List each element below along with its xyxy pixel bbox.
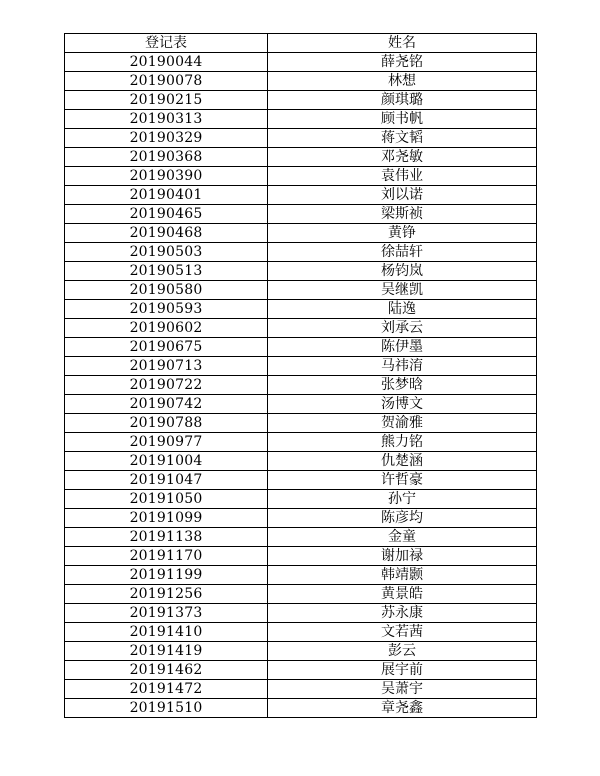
table-row [65,471,537,490]
table-row [65,528,537,547]
registration-number-cell: 20190401 [65,186,268,205]
name-cell: 贺渝雅 [268,414,537,433]
registration-number-cell: 20190503 [65,243,268,262]
name-cell: 马祎淯 [268,357,537,376]
table-row [65,243,537,262]
registration-number-cell: 20191472 [65,680,268,699]
name-cell: 熊力铭 [268,433,537,452]
registration-number-cell: 20190593 [65,300,268,319]
name-cell: 金童 [268,528,537,547]
table-row [65,433,537,452]
registration-number-cell: 20191004 [65,452,268,471]
registration-number-cell: 20191099 [65,509,268,528]
registration-number-cell: 20191419 [65,642,268,661]
table-header-row [65,34,537,53]
name-cell: 许哲豪 [268,471,537,490]
name-cell: 颜琪璐 [268,91,537,110]
table-row [65,186,537,205]
table-row [65,319,537,338]
registration-number-cell: 20191138 [65,528,268,547]
table-row [65,91,537,110]
table-row [65,452,537,471]
registration-number-cell: 20190044 [65,53,268,72]
name-cell: 文若茜 [268,623,537,642]
name-cell: 汤博文 [268,395,537,414]
registration-number-cell: 20191199 [65,566,268,585]
name-cell: 陆逸 [268,300,537,319]
registration-number-cell: 20190977 [65,433,268,452]
table-row [65,680,537,699]
name-cell: 袁伟业 [268,167,537,186]
registration-table [64,33,537,718]
table-row [65,547,537,566]
header-name: 姓名 [268,34,537,53]
name-cell: 陈伊墨 [268,338,537,357]
name-cell: 孙宁 [268,490,537,509]
table-row [65,72,537,91]
table-row [65,262,537,281]
name-cell: 展宇前 [268,661,537,680]
table-row [65,338,537,357]
name-cell: 徐喆轩 [268,243,537,262]
table-row [65,395,537,414]
name-cell: 张梦晗 [268,376,537,395]
table-row [65,110,537,129]
table-row [65,490,537,509]
name-cell: 吴继凯 [268,281,537,300]
registration-number-cell: 20190675 [65,338,268,357]
table-row [65,585,537,604]
table-row [65,699,537,718]
registration-number-cell: 20191170 [65,547,268,566]
registration-number-cell: 20190329 [65,129,268,148]
table-row [65,566,537,585]
name-cell: 杨钧岚 [268,262,537,281]
table-row [65,376,537,395]
registration-number-cell: 20191510 [65,699,268,718]
registration-number-cell: 20190602 [65,319,268,338]
registration-number-cell: 20190468 [65,224,268,243]
name-cell: 彭云 [268,642,537,661]
registration-number-cell: 20190465 [65,205,268,224]
name-cell: 谢加禄 [268,547,537,566]
table-row [65,53,537,72]
registration-number-cell: 20190390 [65,167,268,186]
table-row [65,509,537,528]
registration-number-cell: 20190368 [65,148,268,167]
table-body [65,53,537,718]
name-cell: 仇楚涵 [268,452,537,471]
name-cell: 梁斯祯 [268,205,537,224]
table-row [65,281,537,300]
name-cell: 黄景皓 [268,585,537,604]
registration-number-cell: 20191462 [65,661,268,680]
name-cell: 陈彦均 [268,509,537,528]
registration-number-cell: 20190078 [65,72,268,91]
registration-number-cell: 20191410 [65,623,268,642]
table-row [65,642,537,661]
registration-number-cell: 20190722 [65,376,268,395]
table-row [65,167,537,186]
name-cell: 林想 [268,72,537,91]
name-cell: 蒋文韬 [268,129,537,148]
name-cell: 薛尧铭 [268,53,537,72]
registration-number-cell: 20191047 [65,471,268,490]
registration-number-cell: 20190513 [65,262,268,281]
table-row [65,604,537,623]
name-cell: 韩靖颢 [268,566,537,585]
table-row [65,414,537,433]
table-row [65,148,537,167]
registration-number-cell: 20190713 [65,357,268,376]
registration-number-cell: 20190313 [65,110,268,129]
registration-number-cell: 20191256 [65,585,268,604]
table-row [65,661,537,680]
table-row [65,300,537,319]
registration-number-cell: 20190742 [65,395,268,414]
registration-number-cell: 20191373 [65,604,268,623]
registration-number-cell: 20191050 [65,490,268,509]
registration-number-cell: 20190580 [65,281,268,300]
name-cell: 黄铮 [268,224,537,243]
table-row [65,224,537,243]
header-registration: 登记表 [65,34,268,53]
registration-number-cell: 20190788 [65,414,268,433]
table-row [65,205,537,224]
name-cell: 邓尧敏 [268,148,537,167]
name-cell: 刘以诺 [268,186,537,205]
table-row [65,623,537,642]
registration-number-cell: 20190215 [65,91,268,110]
name-cell: 吴萧宇 [268,680,537,699]
name-cell: 顾书帆 [268,110,537,129]
name-cell: 章尧鑫 [268,699,537,718]
table-row [65,357,537,376]
table-row [65,129,537,148]
name-cell: 苏永康 [268,604,537,623]
name-cell: 刘承云 [268,319,537,338]
